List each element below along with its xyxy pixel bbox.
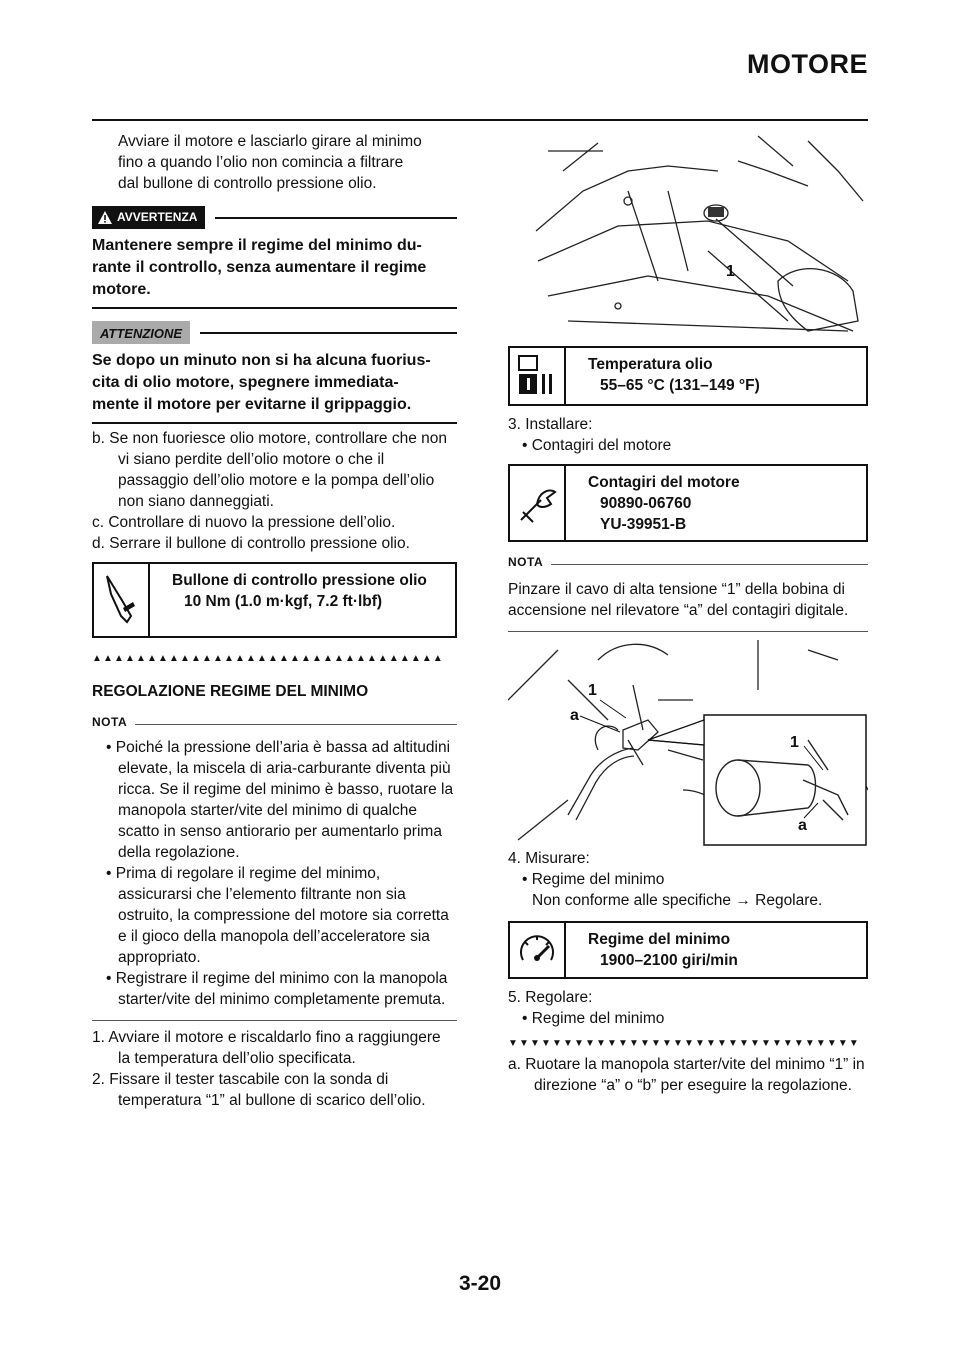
- spec-box-idle-speed: Regime del minimo 1900–2100 giri/min: [508, 921, 868, 979]
- nota-heading-right: NOTA: [508, 552, 868, 573]
- caution-heading: [92, 321, 457, 344]
- warning-badge: AVVERTENZA: [92, 206, 205, 229]
- bullet-1: • Poiché la pressione dell’aria è bassa ad altitudini elevate, la miscela di aria-carburante diventa più ricca. Se il regime del minimo è basso, ruotare la manopola starter/vite del minimo di qualche scatto in senso antiorario per aumentarlo prima della regolazione.: [106, 739, 454, 861]
- step-4-note: Non conforme alle specifiche → Regolare.: [532, 892, 823, 909]
- bullet-2: • Prima di regolare il regime del minimo, assicurarsi che l’elemento filtrante non sia ostruito, la compressione del motore sia corretta e il gioco della manopola dell’acceleratore sia appropriato.: [106, 865, 449, 966]
- fig2-callout-a: a: [570, 707, 579, 724]
- step-1: 1. Avviare il motore e riscaldarlo fino a raggiungere la temperatura dell’olio specificata.: [92, 1029, 441, 1067]
- spec-box-bolt: Bullone di controllo pressione olio 10 Nm (1.0 m·kgf, 7.2 ft·lbf): [92, 562, 457, 638]
- figure-oil-temp-probe: [508, 131, 868, 336]
- intro-paragraph: Avviare il motore e lasciarlo girare al minimo fino a quando l’olio non comincia a filtrare dal bullone di controllo pressione olio.: [118, 133, 422, 192]
- warning-text: Mantenere sempre il regime del minimo du- rante il controllo, senza aumentare il regime motore.: [92, 237, 427, 298]
- step-b: b. Se non fuoriesce olio motore, controllare che non vi siano perdite dell’olio motore o che il passaggio dell’olio motore e la pompa dell’olio non siano danneggiati.: [92, 430, 447, 510]
- caution-text: Se dopo un minuto non si ha alcuna fuorius- cita di olio motore, spegnere immediata- mente il motore per evitarne il grippaggio.: [92, 352, 431, 413]
- step-a: a. Ruotare la manopola starter/vite del minimo “1” in direzione “a” o “b” per eseguire la regolazione.: [508, 1056, 865, 1094]
- step-3: 3. Installare:: [508, 416, 593, 433]
- left-column: [92, 131, 457, 1111]
- step-c: c. Controllare di nuovo la pressione dell’olio.: [92, 514, 396, 531]
- page-header-title: MOTORE: [746, 49, 868, 79]
- section-title: REGOLAZIONE REGIME DEL MINIMO: [92, 683, 369, 700]
- fig2-inset-callout-a: a: [798, 817, 807, 834]
- page-number: 3-20: [458, 1272, 502, 1295]
- right-column: [508, 131, 868, 1096]
- fig2-inset-callout-1: 1: [790, 734, 799, 751]
- spec-box-oil-temp: Temperatura olio 55–65 °C (131–149 °F): [508, 346, 868, 406]
- step-4-item: • Regime del minimo: [522, 871, 665, 888]
- step-3-item: • Contagiri del motore: [522, 437, 672, 454]
- tool-icon: [510, 466, 566, 540]
- end-marker-triangles: ▼▼▼▼▼▼▼▼▼▼▼▼▼▼▼▼▼▼▼▼▼▼▼▼▼▼▼▼▼▼▼▼: [508, 1038, 860, 1049]
- thermometer-icon: [510, 348, 566, 404]
- nota-text-right: Pinzare il cavo di alta tensione “1” della bobina di accensione nel rilevatore “a” del contagiri digitale.: [508, 581, 849, 619]
- gauge-icon: [510, 923, 566, 977]
- fig1-callout-1: 1: [726, 263, 735, 280]
- caution-badge: ATTENZIONE: [92, 321, 190, 344]
- engine-drain-bolt-illustration: [508, 131, 868, 336]
- spec-box-tachometer: Contagiri del motore 90890-06760 YU-39951-B: [508, 464, 868, 542]
- warning-triangle-icon: [98, 211, 112, 224]
- fig2-callout-1: 1: [588, 682, 597, 699]
- header-rule: [92, 119, 868, 121]
- step-5: 5. Regolare:: [508, 989, 593, 1006]
- wrench-icon: [94, 564, 150, 636]
- figure-tachometer-clamp: [508, 640, 868, 848]
- bullet-3: • Registrare il regime del minimo con la manopola starter/vite del minimo completamente premuta.: [106, 970, 448, 1008]
- step-d: d. Serrare il bullone di controllo pressione olio.: [92, 535, 410, 552]
- warning-heading: [92, 206, 457, 229]
- step-5-item: • Regime del minimo: [522, 1010, 665, 1027]
- nota-heading: NOTA: [92, 712, 457, 733]
- ignition-coil-clamp-illustration: [508, 640, 868, 848]
- step-2: 2. Fissare il tester tascabile con la sonda di temperatura “1” al bullone di scarico dell’olio.: [92, 1071, 426, 1109]
- start-marker-triangles: ▲▲▲▲▲▲▲▲▲▲▲▲▲▲▲▲▲▲▲▲▲▲▲▲▲▲▲▲▲▲▲▲: [92, 653, 444, 664]
- step-4: 4. Misurare:: [508, 850, 590, 867]
